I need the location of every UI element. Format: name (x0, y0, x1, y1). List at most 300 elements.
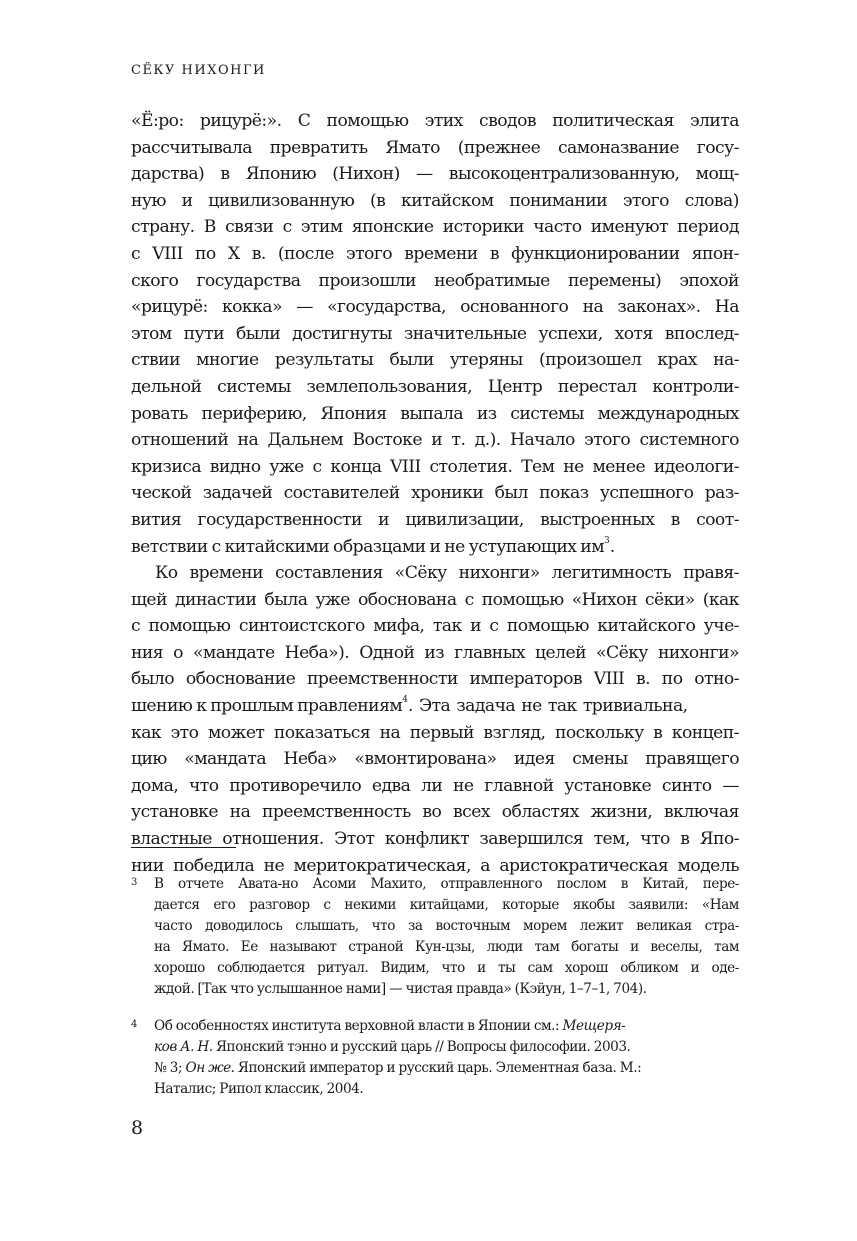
word: этого (346, 243, 393, 264)
word: Одной (359, 642, 415, 663)
word: «Нам (701, 897, 739, 913)
footnote-4 (131, 1016, 739, 1100)
word: и (431, 430, 443, 451)
text-line (131, 241, 739, 268)
word: страной (348, 939, 404, 955)
word: показ (539, 483, 589, 504)
word: понимании (509, 190, 608, 211)
footnote-text-part: Японский тэнно и русский царь // Вопросы философии. 2003. (212, 1039, 631, 1055)
word: историки (442, 217, 524, 238)
word: идеологи- (653, 456, 739, 477)
word: стра- (704, 918, 739, 934)
word: — (722, 775, 739, 796)
word: едва (371, 775, 411, 796)
word: контроли- (652, 376, 739, 397)
word: ствии (131, 350, 180, 371)
word: главных (454, 642, 525, 663)
word: показаться (273, 722, 371, 743)
footnote-text (154, 874, 739, 895)
word: Неба» (283, 749, 337, 770)
word: в (620, 876, 628, 892)
word: Центр (487, 376, 543, 397)
word: многие (196, 350, 259, 371)
word: функционировании (511, 243, 680, 264)
line-text (131, 773, 739, 800)
word: связи (225, 217, 274, 238)
line-text (131, 321, 739, 348)
footnote-line (154, 1079, 739, 1100)
word: Япо- (699, 829, 739, 850)
word: задачей (202, 483, 273, 504)
text-line (131, 268, 739, 295)
word: тем, (593, 829, 630, 850)
line-text: . Эта задача не так тривиальна, (407, 696, 688, 717)
word: с (282, 217, 292, 238)
word: преемственность (262, 802, 411, 823)
body-text (131, 108, 739, 879)
word: международных (597, 403, 739, 424)
line-text (131, 188, 739, 215)
word: мощ- (695, 164, 739, 185)
word: менее (592, 456, 646, 477)
text-line (131, 720, 739, 747)
word: государства (196, 270, 301, 291)
text-line (131, 374, 739, 401)
word: основанного (460, 297, 569, 318)
word: VIII (390, 456, 421, 477)
word: люди (486, 939, 523, 955)
word: дается (154, 897, 200, 913)
word: якобы (572, 897, 615, 913)
word: синтоистского (238, 616, 365, 637)
word: страну. (131, 217, 195, 238)
text-line (131, 321, 739, 348)
word: лежит (579, 918, 624, 934)
line-text: шению к прошлым правлениям (131, 696, 403, 717)
line-text: ветствии с китайскими образцами и не уступающих им (131, 536, 605, 557)
word: из (424, 642, 445, 663)
word: (после (277, 243, 334, 264)
word: системного (639, 430, 739, 451)
word: «Сёку (394, 563, 447, 584)
word: дарства) (131, 164, 205, 185)
word: пере- (702, 876, 739, 892)
line-text (131, 826, 739, 853)
word: часто (533, 217, 582, 238)
word: периферию, (201, 403, 307, 424)
word: конфликт (384, 829, 470, 850)
word: щей (131, 589, 167, 610)
word: в (220, 164, 230, 185)
word: этих (424, 111, 463, 131)
word: государственности (197, 509, 362, 530)
word: с (489, 616, 499, 637)
word: успехи, (538, 323, 603, 344)
word: вития (131, 509, 182, 530)
text-line (131, 480, 739, 507)
word: концеп- (671, 722, 739, 743)
footnote-3 (131, 874, 739, 1000)
word: сам (527, 960, 553, 976)
text-line (131, 108, 739, 135)
word: Ко (155, 563, 178, 584)
word: крах (657, 350, 697, 371)
word: это (170, 722, 199, 743)
word: в (670, 509, 680, 530)
word: помощью (148, 616, 231, 637)
word: включая (664, 802, 739, 823)
word: ную (131, 190, 166, 211)
line-text (131, 214, 739, 241)
word: великая (636, 918, 692, 934)
word: необратимые (434, 270, 550, 291)
word: отношений (131, 430, 229, 451)
word: правя- (683, 563, 739, 584)
word: морем (523, 918, 567, 934)
word: самоназвание (557, 137, 680, 158)
line-text (131, 374, 739, 401)
word: его (213, 897, 236, 913)
footnote-text: Наталис; Рипол классик, 2004. (154, 1081, 364, 1097)
word: Ямато (385, 137, 440, 158)
word: госу- (696, 137, 739, 158)
line-text (131, 268, 739, 295)
footnote-line (154, 937, 739, 958)
text-line (131, 560, 739, 587)
line-text (131, 294, 739, 321)
word: противоречило (229, 775, 362, 796)
word: рицурё:». (199, 111, 282, 131)
word: слова) (684, 190, 739, 211)
word: выпала (400, 403, 464, 424)
word: политическая (552, 111, 674, 131)
word: «вмонтирована» (354, 749, 497, 770)
word: Япония (320, 403, 387, 424)
word: хотя (614, 323, 653, 344)
word: превратить (269, 137, 368, 158)
word: достигнуты (292, 323, 392, 344)
footnote-text-part: № 3; (154, 1060, 186, 1076)
word: в. (636, 669, 651, 690)
word: восточным (435, 918, 511, 934)
word: синто (661, 775, 712, 796)
word: цивилизованную (208, 190, 355, 211)
word: и (181, 190, 193, 211)
text-line (131, 454, 739, 481)
line-text (131, 454, 739, 481)
word: времени (189, 563, 263, 584)
text-line (131, 347, 739, 374)
footnote-text (154, 937, 739, 958)
word: отно- (694, 669, 739, 690)
word: разговор (249, 897, 310, 913)
word: землепользования, (306, 376, 473, 397)
word: что (640, 829, 670, 850)
word: Начало (510, 430, 575, 451)
word: хорош (564, 960, 608, 976)
word: победила (173, 855, 255, 876)
text-line (131, 587, 739, 614)
footnote-line (154, 1058, 739, 1079)
footnote-ref-4[interactable]: 4 (402, 695, 408, 706)
word: с (323, 897, 331, 913)
word: властные (131, 829, 212, 850)
word: династии (175, 589, 257, 610)
footnote-line (154, 958, 739, 979)
word: завершился (479, 829, 584, 850)
word: часто (154, 918, 193, 934)
word: — (415, 164, 433, 185)
text-line (131, 746, 739, 773)
line-text (131, 347, 739, 374)
footnote-line (154, 895, 739, 916)
word: сводов (479, 111, 536, 131)
line-text (131, 587, 739, 614)
word: Видим, (380, 960, 430, 976)
word: смены (572, 749, 628, 770)
text-line (131, 666, 739, 693)
word: (прежнее (457, 137, 541, 158)
word: «мандата (184, 749, 267, 770)
word: заявили: (628, 897, 689, 913)
word: уже (269, 456, 304, 477)
word: на (229, 802, 251, 823)
word: по (194, 243, 216, 264)
word: раз- (704, 483, 739, 504)
word: некими (344, 897, 396, 913)
footnote-text: ждой. [Так что услышанное нами] — чистая правда» (Кэйун, 1–7–1, 704). (154, 981, 647, 997)
word: конца (330, 456, 382, 477)
word: за (407, 918, 423, 934)
word: из (476, 403, 497, 424)
word: системы (217, 376, 291, 397)
word: по (661, 669, 683, 690)
word: целей (534, 642, 586, 663)
word: уже (315, 589, 350, 610)
word: (как (702, 589, 739, 610)
word: доводилось (205, 918, 283, 934)
word: законах». (617, 297, 701, 318)
word: цивилизации, (405, 509, 524, 530)
word: не (263, 855, 285, 876)
footnotes (131, 874, 739, 1116)
word: на (582, 297, 604, 318)
line-text (131, 799, 739, 826)
word: ты (497, 960, 516, 976)
word: с (131, 616, 141, 637)
word: установке (564, 775, 652, 796)
word: на (154, 939, 171, 955)
word: отправленного (440, 876, 543, 892)
word: Махито, (370, 876, 427, 892)
text-line (131, 640, 739, 667)
word: и (477, 960, 486, 976)
word: в (680, 829, 690, 850)
word: поскольку (554, 722, 644, 743)
word: на- (713, 350, 739, 371)
word: этого (584, 430, 631, 451)
word: период (677, 217, 739, 238)
word: и (378, 509, 390, 530)
word: успешного (599, 483, 694, 504)
word: и (470, 616, 482, 637)
line-text (131, 666, 739, 693)
word: как (131, 722, 162, 743)
word: Авата-но (238, 876, 299, 892)
word: помощью (506, 616, 589, 637)
word: «мандате (192, 642, 275, 663)
word: идея (513, 749, 555, 770)
word: пути (183, 323, 224, 344)
text-line (131, 693, 739, 720)
word: кризиса (131, 456, 202, 477)
word: там (534, 939, 560, 955)
word: первый (409, 722, 474, 743)
word: обоснована (357, 589, 457, 610)
word: «государства, (327, 297, 446, 318)
word: Востоке (352, 430, 422, 451)
word: этом (131, 323, 172, 344)
word: соот- (696, 509, 739, 530)
word: преемственности (306, 669, 458, 690)
word: были (235, 323, 281, 344)
footnote-text-part: Японский император и русский царь. Элементная база. М.: (234, 1060, 642, 1076)
running-head: СЁКУ НИХОНГИ (131, 63, 266, 78)
word: в. (251, 243, 266, 264)
word: что (371, 918, 395, 934)
word: — (296, 297, 313, 318)
word: всех (453, 802, 490, 823)
text-line (131, 188, 739, 215)
word: там (714, 939, 739, 955)
word: именуют (590, 217, 668, 238)
line-text (131, 241, 739, 268)
word: модель (677, 855, 739, 876)
word: (Нихон) (332, 164, 400, 185)
footnote-line (154, 1037, 739, 1058)
word: не (453, 775, 474, 796)
text-line (131, 294, 739, 321)
word: правящего (645, 749, 739, 770)
word: соблюдается (217, 960, 305, 976)
text-line (131, 507, 739, 534)
word: видно (209, 456, 261, 477)
word: может (207, 722, 265, 743)
word: послом (556, 876, 607, 892)
word: нихонги» (458, 563, 540, 584)
word: а (480, 855, 490, 876)
word: китайского (597, 616, 696, 637)
word: Неба»). (284, 642, 350, 663)
line-text (131, 613, 739, 640)
word: Японию (245, 164, 317, 185)
word: выстроенных (540, 509, 655, 530)
text-line (131, 214, 739, 241)
line-text (131, 161, 739, 188)
word: этим (300, 217, 343, 238)
word: мифа, (373, 616, 425, 637)
word: в (653, 722, 663, 743)
line-text (155, 560, 739, 587)
word: что (188, 775, 219, 796)
word: богаты (571, 939, 619, 955)
word: нихонги» (657, 642, 739, 663)
word: Дальнем (267, 430, 344, 451)
word: главной (484, 775, 554, 796)
word: жизни, (590, 802, 653, 823)
word: произошли (318, 270, 416, 291)
word: хроники (410, 483, 484, 504)
footnote-text (154, 916, 739, 937)
word: аристократическая (499, 855, 669, 876)
word: сёки» (644, 589, 695, 610)
word: уче- (703, 616, 739, 637)
word: легитимность (551, 563, 672, 584)
word: китайцами, (409, 897, 489, 913)
word: на (379, 722, 401, 743)
word: веселы, (650, 939, 703, 955)
word: этого (622, 190, 669, 211)
word: не (563, 456, 584, 477)
footnote-number: 4 (131, 1019, 138, 1030)
line-text (131, 108, 739, 135)
word: и (630, 939, 639, 955)
footnote-text (154, 1016, 625, 1037)
footnote-text (154, 1037, 630, 1058)
word: нии (131, 855, 164, 876)
footnote-number: 3 (131, 877, 138, 888)
word: Ее (240, 939, 258, 955)
word: кокка» (221, 297, 282, 318)
word: «рицурё: (131, 297, 208, 318)
word: высокоцентрализованную, (448, 164, 680, 185)
word: китайском (401, 190, 494, 211)
word: X (227, 243, 240, 264)
word: которые (502, 897, 559, 913)
word: императоров (469, 669, 582, 690)
footnote-line (154, 916, 739, 937)
word: впослед- (664, 323, 739, 344)
author-name: ков А. Н. (154, 1039, 213, 1055)
text-line (131, 613, 739, 640)
word: хорошо (154, 960, 205, 976)
footnote-text-part: Об особенностях института верховной власти в Японии см.: (154, 1018, 563, 1034)
word: ритуал. (317, 960, 369, 976)
word: в (489, 243, 499, 264)
word: рассчитывала (131, 137, 252, 158)
word: т. (451, 430, 466, 451)
line-text (131, 720, 739, 747)
text-line (131, 826, 739, 853)
word: было (131, 669, 175, 690)
line-text (131, 640, 739, 667)
word: VIII (593, 669, 625, 690)
text-line (131, 773, 739, 800)
text-line (131, 799, 739, 826)
word: областях (501, 802, 579, 823)
footnote-ref-3[interactable]: 3 (604, 535, 610, 546)
word: взгляд, (483, 722, 546, 743)
word: Этот (334, 829, 375, 850)
word: что (441, 960, 465, 976)
word: японские (351, 217, 434, 238)
line-text (131, 746, 739, 773)
word: установке (131, 802, 218, 823)
word: ния (131, 642, 164, 663)
line-text (131, 135, 739, 162)
word: отношения. (222, 829, 324, 850)
word: была (264, 589, 308, 610)
